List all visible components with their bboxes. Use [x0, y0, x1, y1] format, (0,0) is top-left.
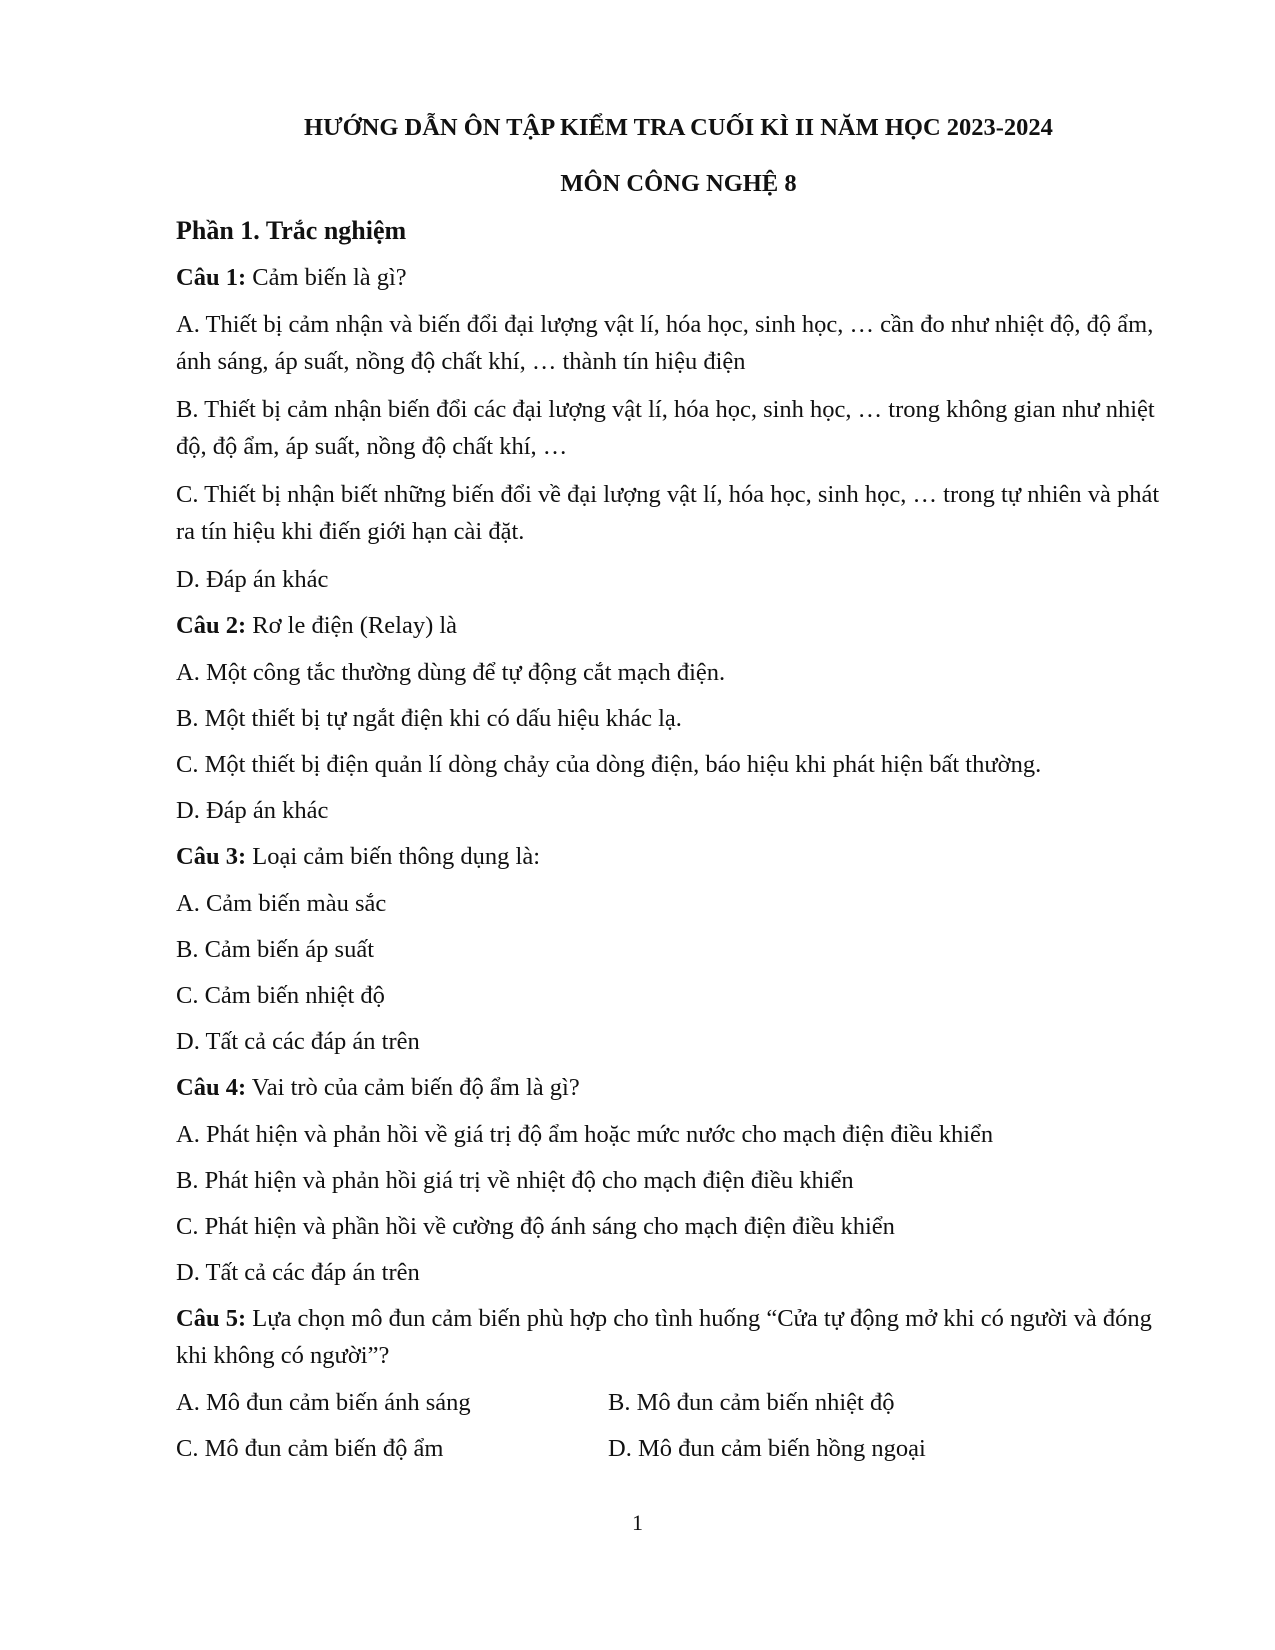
option-2c: C. Một thiết bị điện quản lí dòng chảy của dòng điện, báo hiệu khi phát hiện bất thường. — [176, 751, 1042, 778]
option-4a: A. Phát hiện và phản hồi về giá trị độ ẩm hoặc mức nước cho mạch điện điều khiển — [176, 1121, 994, 1148]
option-3c: C. Cảm biến nhiệt độ — [176, 982, 385, 1009]
question-5 — [176, 1300, 1181, 1374]
option-4b: B. Phát hiện và phản hồi giá trị về nhiệt độ cho mạch điện điều khiển — [176, 1167, 854, 1194]
document-page — [176, 110, 1181, 1476]
document-title: HƯỚNG DẪN ÔN TẬP KIỂM TRA CUỐI KÌ II NĂM HỌC 2023-2024 — [304, 114, 1053, 141]
question-4 — [176, 1069, 1181, 1106]
question-text: Lựa chọn mô đun cảm biến phù hợp cho tình huống “Cửa tự động mở khi có người và đóng khi không có người”? — [176, 1305, 1152, 1369]
question-text: Cảm biến là gì? — [246, 264, 407, 291]
question-2 — [176, 607, 1181, 644]
question-label: Câu 3: — [176, 843, 247, 870]
question-label: Câu 4: — [176, 1074, 247, 1101]
option-1d: D. Đáp án khác — [176, 566, 329, 593]
question-text: Vai trò của cảm biến độ ẩm là gì? — [246, 1074, 580, 1101]
question-label: Câu 1: — [176, 264, 247, 291]
option-4c: C. Phát hiện và phần hồi về cường độ ánh sáng cho mạch điện điều khiển — [176, 1213, 895, 1240]
question-3 — [176, 838, 1181, 875]
question-label: Câu 2: — [176, 612, 247, 639]
question-label: Câu 5: — [176, 1305, 247, 1332]
option-5a: A. Mô đun cảm biến ánh sáng — [176, 1389, 471, 1416]
option-row — [176, 1430, 1181, 1467]
page-number: 1 — [632, 1510, 643, 1535]
document-subtitle: MÔN CÔNG NGHỆ 8 — [560, 170, 797, 197]
option-1c: C. Thiết bị nhận biết những biến đổi về đại lượng vật lí, hóa học, sinh học, … trong tự nhiên và phát ra tín hiệu khi điến giới hạn cài đặt. — [176, 481, 1160, 545]
option-1b: B. Thiết bị cảm nhận biến đổi các đại lượng vật lí, hóa học, sinh học, … trong không gian như nhiệt độ, độ ẩm, áp suất, nồng độ chất khí, … — [176, 396, 1155, 460]
option-5c: C. Mô đun cảm biến độ ẩm — [176, 1435, 444, 1462]
option-3a: A. Cảm biến màu sắc — [176, 890, 387, 917]
option-2b: B. Một thiết bị tự ngắt điện khi có dấu hiệu khác lạ. — [176, 705, 682, 732]
question-text: Loại cảm biến thông dụng là: — [246, 843, 541, 870]
question-1 — [176, 259, 1181, 296]
option-3d: D. Tất cả các đáp án trên — [176, 1028, 420, 1055]
option-5b: B. Mô đun cảm biến nhiệt độ — [608, 1389, 895, 1416]
option-4d: D. Tất cả các đáp án trên — [176, 1259, 420, 1286]
option-1a: A. Thiết bị cảm nhận và biến đổi đại lượng vật lí, hóa học, sinh học, … cần đo như nhiệt độ, độ ẩm, ánh sáng, áp suất, nồng độ chất khí, … thành tín hiệu điện — [176, 311, 1154, 375]
option-row — [176, 1384, 1181, 1421]
option-2d: D. Đáp án khác — [176, 797, 329, 824]
option-5d: D. Mô đun cảm biến hồng ngoại — [608, 1435, 926, 1462]
option-3b: B. Cảm biến áp suất — [176, 936, 375, 963]
option-2a: A. Một công tắc thường dùng để tự động cắt mạch điện. — [176, 659, 726, 686]
question-text: Rơ le điện (Relay) là — [246, 612, 458, 639]
section-heading: Phần 1. Trắc nghiệm — [176, 216, 407, 245]
